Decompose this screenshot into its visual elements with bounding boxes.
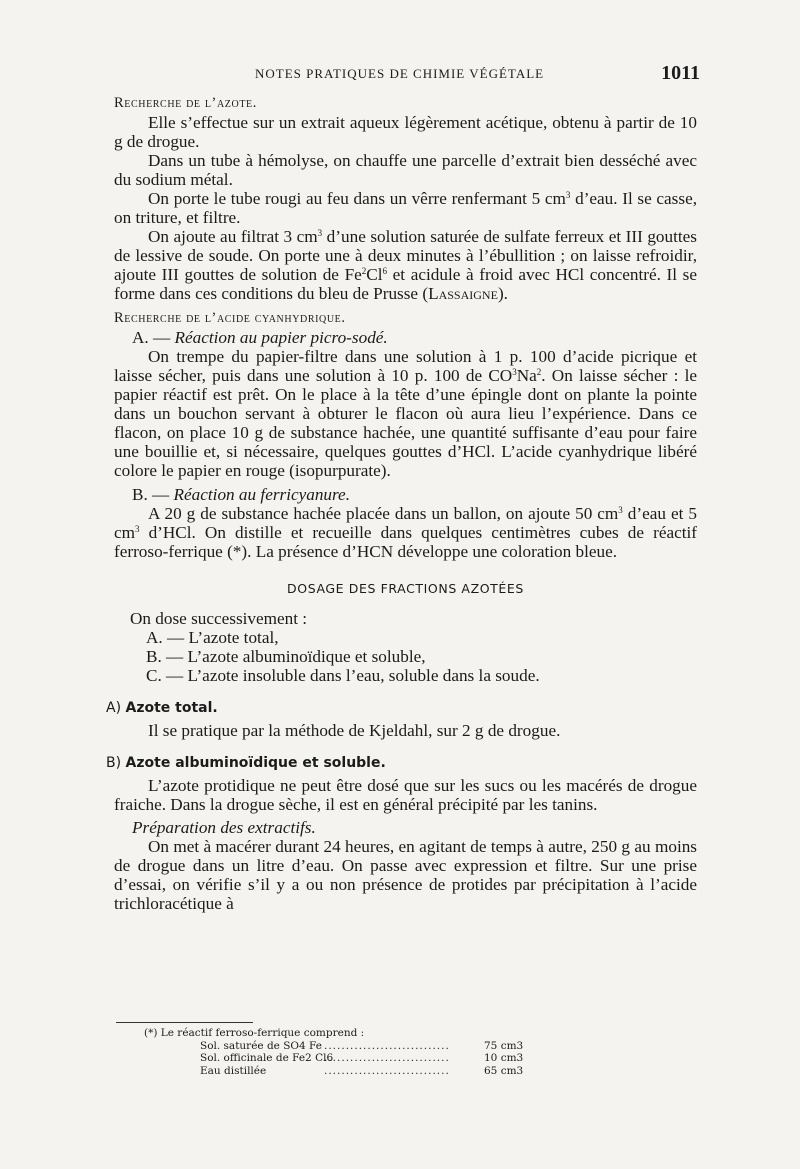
running-header: [255, 62, 700, 86]
page-number: 1011: [661, 62, 700, 84]
subheading-a: A. — Réaction au papier picro-sodé.: [132, 328, 388, 347]
footnote-row: Eau distillée ............................. 65 cm3: [200, 1064, 524, 1077]
running-title: NOTES PRATIQUES DE CHIMIE VÉGÉTALE: [255, 66, 545, 81]
heading-azote-total: A) Azote total.: [106, 700, 218, 716]
paragraph: On trempe du papier-filtre dans une solution à 1 p. 100 d’acide picrique et laisse sécher, puis dans une solution à 10 p. 100 de $CO^3Na^2$. On laisse sécher : le papier réactif est prêt. On le place à la tête d’une épingle dont on plante la pointe dans un bouchon servant à obturer le flacon où aura lieu l’expérience. Dans ce flacon, on place 10 g de substance hachée, une quantité suffisante d’eau pour faire une bouillie et, si nécessaire, quelques gouttes d’HCl. L’acide cyanhydrique libéré colore le papier en rouge (isopurpurate).: [114, 347, 697, 480]
list-item: C. — L’azote insoluble dans l’eau, soluble dans la soude.: [146, 666, 540, 685]
section-heading-dosage: DOSAGE DES FRACTIONS AZOTÉES: [287, 581, 524, 596]
footnote: [144, 1027, 534, 1077]
section-heading-azote: Recherche de l’azote.: [114, 95, 257, 111]
section-heading-cyanhydrique: Recherche de l’acide cyanhydrique.: [114, 310, 346, 326]
subheading-preparation: Préparation des extractifs.: [132, 818, 316, 837]
subheading-b: B. — Réaction au ferricyanure.: [132, 485, 350, 504]
footnote-rule: [116, 1022, 253, 1023]
footnote-row: Sol. saturée de SO4 Fe ............................. 75 cm3: [200, 1039, 524, 1052]
paragraph: A 20 g de substance hachée placée dans un ballon, on ajoute 50 $cm^3$ d’eau et 5 $cm^3$ d’HCl. On distille et recueille dans quelques centimètres cubes de réactif ferroso-ferrique (*). La présence d’HCN développe une coloration bleue.: [114, 504, 697, 561]
footnote-row: Sol. officinale de Fe2 Cl6 ............................. 10 cm3: [200, 1052, 524, 1064]
paragraph: Il se pratique par la méthode de Kjeldahl, sur 2 g de drogue.: [148, 721, 561, 740]
list-item: B. — L’azote albuminoïdique et soluble,: [146, 647, 426, 666]
paragraph: On porte le tube rougi au feu dans un vêrre renfermant 5 $cm^3$ d’eau. Il se casse, on triture, et filtre.: [114, 189, 697, 227]
footnote-intro: (*) Le réactif ferroso-ferrique comprend :: [144, 1027, 365, 1039]
paragraph: L’azote protidique ne peut être dosé que sur les sucs ou les macérés de drogue fraiche. Dans la drogue sèche, il est en général précipité par les tanins.: [114, 776, 697, 814]
paragraph: On met à macérer durant 24 heures, en agitant de temps à autre, 250 g au moins de drogue dans un litre d’eau. On passe avec expression et filtre. Sur une prise d’essai, on vérifie s’il y a ou non présence de protides par précipitation à l’acide trichloracétique à: [114, 837, 697, 913]
heading-azote-albuminoidique: B) Azote albuminoïdique et soluble.: [106, 755, 386, 771]
paragraph: Elle s’effectue sur un extrait aqueux légèrement acétique, obtenu à partir de 10 g de drogue.: [114, 113, 697, 151]
text-column: [106, 94, 697, 913]
list-item: A. — L’azote total,: [146, 628, 279, 647]
list-intro: On dose successivement :: [130, 609, 308, 628]
paragraph: On ajoute au filtrat 3 $cm^3$ d’une solution saturée de sulfate ferreux et III gouttes de lessive de soude. On porte une à deux minutes à l’ébullition ; on laisse refroidir, ajoute III gouttes de solution de Fe$^2$Cl$^6$ et acidule à froid avec HCl concentré. Il se forme dans ces conditions du bleu de Prusse (Lassaigne).: [114, 227, 697, 303]
dosage-list: [130, 609, 697, 685]
paragraph: Dans un tube à hémolyse, on chauffe une parcelle d’extrait bien desséché avec du sodium métal.: [114, 151, 697, 189]
